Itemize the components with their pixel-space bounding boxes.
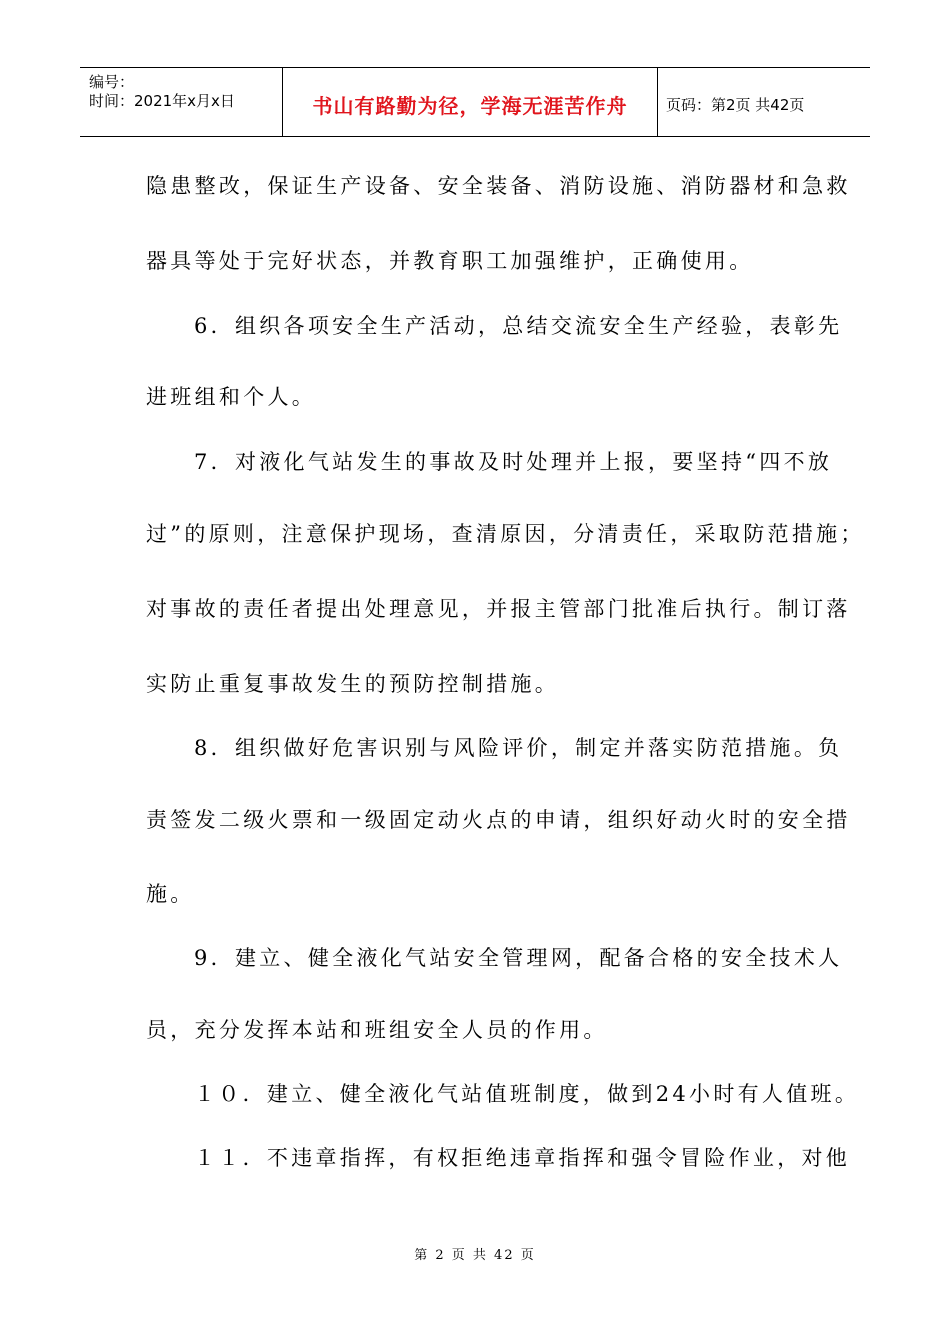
page-header [80,67,870,137]
body-line: 器具等处于完好状态，并教育职工加强维护，正确使用。 [146,249,754,273]
header-page-cell [658,68,870,136]
header-page-info: 页码：第2页 共42页 [666,96,805,114]
body-line: 隐患整改，保证生产设备、安全装备、消防设施、消防器材和急救 [146,174,851,198]
body-line: １１．不违章指挥，有权拒绝违章指挥和强令冒险作业，对他 [194,1146,851,1170]
body-line: 对事故的责任者提出处理意见，并报主管部门批准后执行。制订落 [146,597,851,621]
body-line: 7．对液化气站发生的事故及时处理并上报，要坚持“四不放 [194,450,833,474]
body-line: 过”的原则，注意保护现场，查清原因，分清责任，采取防范措施； [146,522,865,546]
body-line: 责签发二级火票和一级固定动火点的申请，组织好动火时的安全措 [146,808,851,832]
body-line: 施。 [146,882,195,906]
body-line: 实防止重复事故发生的预防控制措施。 [146,672,560,696]
page-footer: 第 2 页 共 42 页 [414,1248,536,1263]
header-meta-cell [80,68,282,136]
header-motto: 书山有路勤为径，学海无涯苦作舟 [312,93,628,118]
document-date-label: 时间：2021年x月x日 [89,92,235,110]
body-line: 6．组织各项安全生产活动，总结交流安全生产经验，表彰先 [194,314,843,338]
body-line: 进班组和个人。 [146,385,317,409]
body-line: 9．建立、健全液化气站安全管理网，配备合格的安全技术人 [194,946,843,970]
document-number-label: 编号： [89,73,135,91]
body-line: 员，充分发挥本站和班组安全人员的作用。 [146,1018,608,1042]
body-line: 8．组织做好危害识别与风险评价，制定并落实防范措施。负 [194,736,843,760]
body-line: １０．建立、健全液化气站值班制度，做到24小时有人值班。 [194,1082,860,1106]
header-motto-cell [283,68,657,136]
